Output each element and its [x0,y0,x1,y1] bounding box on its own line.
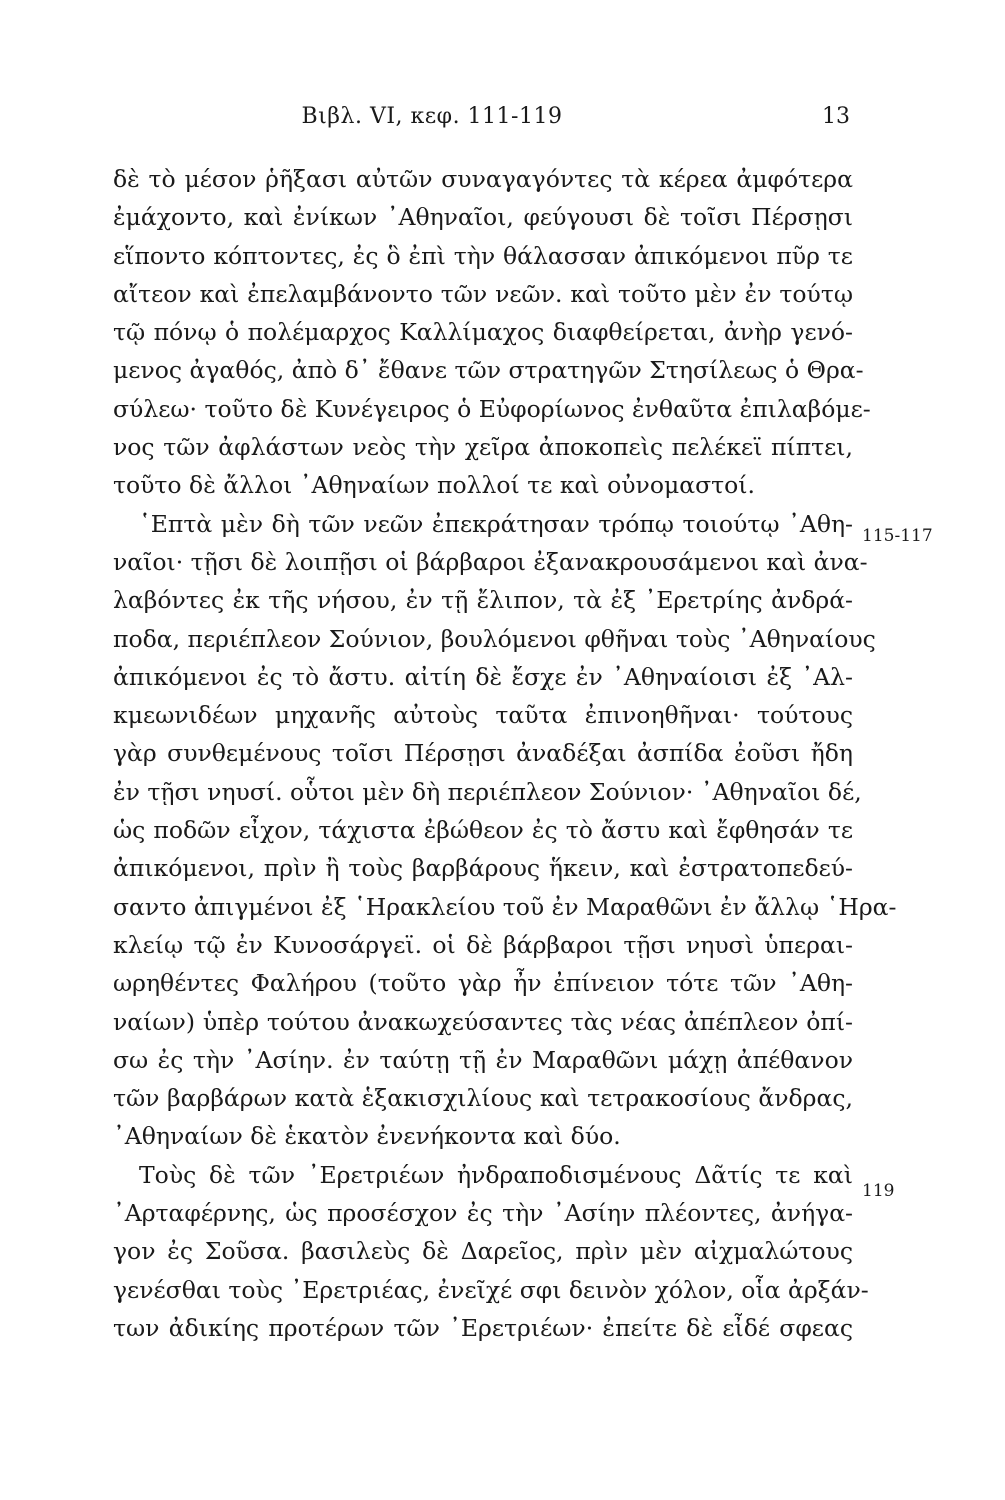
text-line: ᾽Αρταφέρνης, ὡς προσέσχον ἐς τὴν ᾽Ασίην πλέοντες, ἀνήγα- [113,1199,853,1228]
text-line: Τοὺς δὲ τῶν ᾽Ερετριέων ἠνδραποδισμένους Δᾶτίς τε καὶ [139,1160,853,1189]
text-line: ἐν τῇσι νηυσί. οὗτοι μὲν δὴ περιέπλεον Σούνιον· ᾽Αθηναῖοι δέ, [113,777,862,806]
text-line: λαβόντες ἐκ τῆς νήσου, ἐν τῇ ἔλιπον, τὰ ἐξ ᾽Ερετρίης ἀνδρά- [113,586,853,615]
text-line: σύλεω· τοῦτο δὲ Κυνέγειρος ὁ Εὐφορίωνος ἐνθαῦτα ἐπιλαβόμε- [113,394,871,423]
text-line: νος τῶν ἀφλάστων νεὸς τὴν χεῖρα ἀποκοπεὶς πελέκεϊ πίπτει, [113,433,853,462]
text-line: κμεωνιδέων μηχανῆς αὐτοὺς ταῦτα ἐπινοηθῆναι· τούτους [113,701,853,730]
running-head-title: Βιβλ. VI, κεφ. 111-119 [301,104,563,129]
text-line: μενος ἀγαθός, ἀπὸ δ᾽ ἔθανε τῶν στρατηγῶν Στησίλεως ὁ Θρα- [113,356,864,385]
text-line: τῶν βαρβάρων κατὰ ἑξακισχιλίους καὶ τετρακοσίους ἄνδρας, [113,1084,853,1113]
page-number: 13 [822,104,850,129]
text-line: σαντο ἀπιγμένοι ἐξ ῾Ηρακλείου τοῦ ἐν Μαραθῶνι ἐν ἄλλῳ ῾Ηρα- [113,892,897,921]
text-line: ἀπικόμενοι ἐς τὸ ἄστυ. αἰτίη δὲ ἔσχε ἐν ᾽Αθηναίοισι ἐξ ᾽Αλ- [113,662,853,691]
text-line: τοῦτο δὲ ἄλλοι ᾽Αθηναίων πολλοί τε καὶ οὐνομαστοί. [113,471,755,500]
text-line: ὡς ποδῶν εἶχον, τάχιστα ἐβώθεον ἐς τὸ ἄστυ καὶ ἔφθησάν τε [113,816,853,845]
text-line: εἵποντο κόπτοντες, ἐς ὃ ἐπὶ τὴν θάλασσαν ἀπικόμενοι πῦρ τε [113,241,853,270]
text-line: σω ἐς τὴν ᾽Ασίην. ἐν ταύτῃ τῇ ἐν Μαραθῶνι μάχῃ ἀπέθανον [113,1045,853,1074]
text-line: ἐμάχοντο, καὶ ἐνίκων ᾽Αθηναῖοι, φεύγουσι δὲ τοῖσι Πέρσῃσι [113,203,853,232]
text-line: αἴτεον καὶ ἐπελαμβάνοντο τῶν νεῶν. καὶ τοῦτο μὲν ἐν τούτῳ [113,279,853,308]
text-line: κλείῳ τῷ ἐν Κυνοσάργεϊ. οἱ δὲ βάρβαροι τῇσι νηυσὶ ὑπεραι- [113,930,853,959]
text-line: γενέσθαι τοὺς ᾽Ερετριέας, ἐνεῖχέ σφι δεινὸν χόλον, οἷα ἀρξάν- [113,1275,869,1304]
text-line: τῷ πόνῳ ὁ πολέμαρχος Καλλίμαχος διαφθείρεται, ἀνὴρ γενό- [113,318,853,347]
margin-chapter-note: 115-117 [862,526,933,546]
text-line: των ἀδικίης προτέρων τῶν ᾽Ερετριέων· ἐπείτε δὲ εἶδέ σφεας [113,1313,853,1342]
text-line: ωρηθέντες Φαλήρου (τοῦτο γὰρ ἦν ἐπίνειον τότε τῶν ᾽Αθη- [113,969,853,998]
text-line: ναίων) ὑπὲρ τούτου ἀνακωχεύσαντες τὰς νέας ἀπέπλεον ὀπί- [113,1007,853,1036]
text-line: ποδα, περιέπλεον Σούνιον, βουλόμενοι φθῆναι τοὺς ᾽Αθηναίους [113,624,876,653]
text-line: γον ἐς Σοῦσα. βασιλεὺς δὲ Δαρεῖος, πρὶν μὲν αἰχμαλώτους [113,1237,853,1266]
text-line: ναῖοι· τῇσι δὲ λοιπῇσι οἱ βάρβαροι ἐξανακρουσάμενοι καὶ ἀνα- [113,547,868,576]
text-line: ᾽Αθηναίων δὲ ἑκατὸν ἐνενήκοντα καὶ δύο. [113,1122,621,1151]
text-line: γὰρ συνθεμένους τοῖσι Πέρσῃσι ἀναδέξαι ἀσπίδα ἐοῦσι ἤδη [113,739,853,768]
margin-chapter-note: 119 [862,1181,895,1201]
text-line: ἀπικόμενοι, πρὶν ἢ τοὺς βαρβάρους ἥκειν, καὶ ἐστρατοπεδεύ- [113,854,853,883]
running-head [0,104,1005,144]
text-line: ῾Επτὰ μὲν δὴ τῶν νεῶν ἐπεκράτησαν τρόπῳ τοιούτῳ ᾽Αθη- [139,509,853,538]
text-line: δὲ τὸ μέσον ῥῆξασι αὐτῶν συναγαγόντες τὰ κέρεα ἀμφότερα [113,165,853,193]
